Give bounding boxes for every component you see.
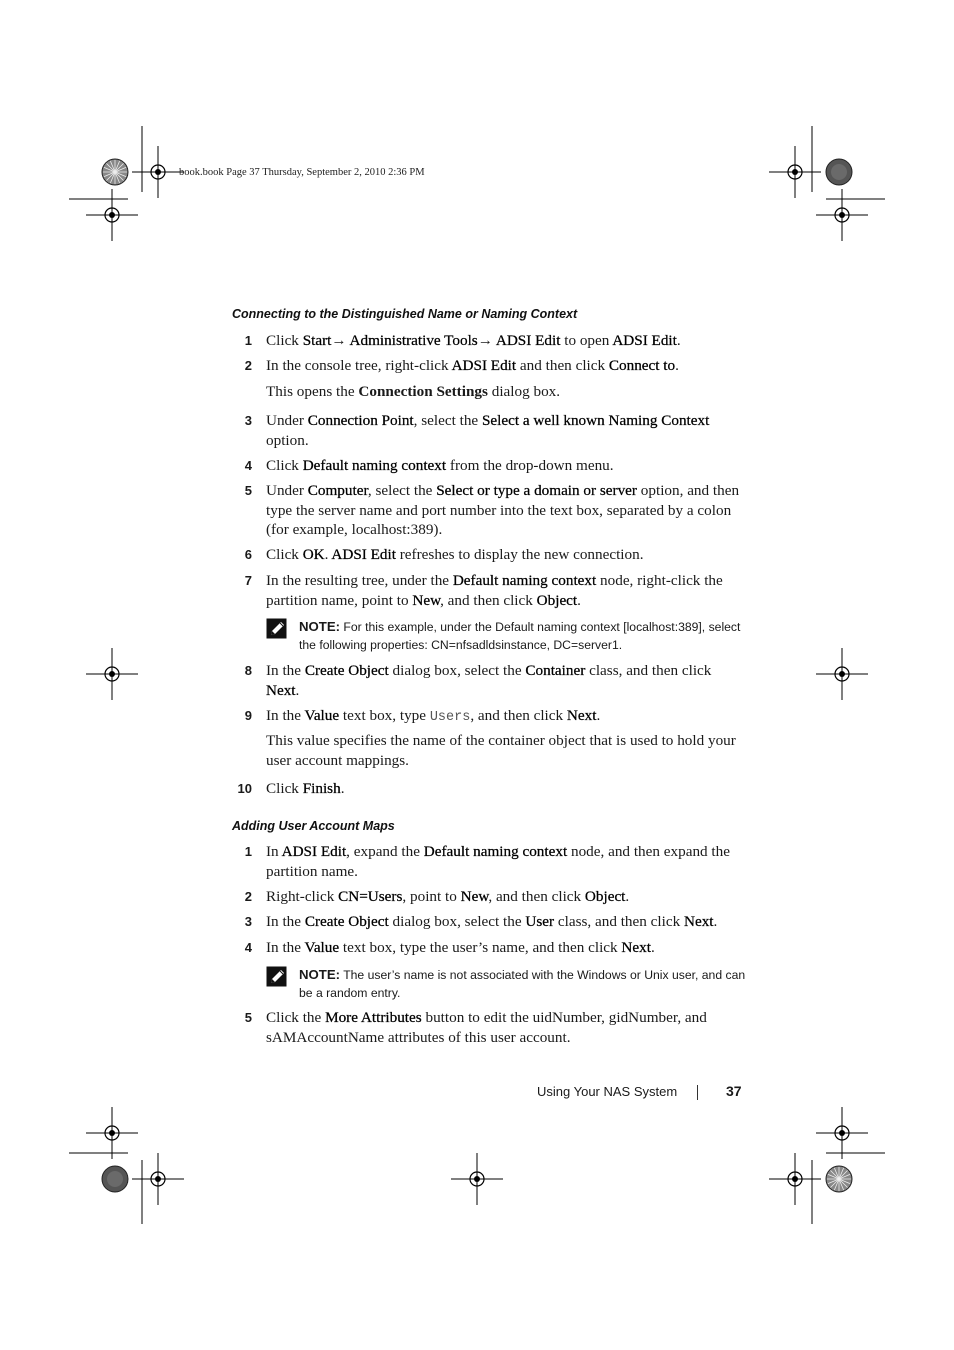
footer-separator: [697, 1085, 698, 1100]
step-text: In the resulting tree, under the Default naming context node, right-click the partition name, point to New, and then click Object.: [266, 572, 723, 609]
section-heading-adding-maps: Adding User Account Maps: [232, 819, 395, 833]
step-text: Under Computer, select the Select or type a domain or server option, and then type the server name and port number into the text box, separated by a colon (for example, localhost:389).: [266, 482, 740, 538]
note-text: [299, 618, 749, 654]
pencil-note-icon: [266, 966, 287, 987]
step-text: Click OK. ADSI Edit refreshes to display the new connection.: [266, 546, 644, 563]
note-body: The user’s name is not associated with the Windows or Unix user, and can be a random entry.: [299, 968, 746, 1000]
step-text: In the Value text box, type the user’s name, and then click Next.: [266, 939, 655, 956]
print-header-stamp: book.book Page 37 Thursday, September 2, 2010 2:36 PM: [179, 167, 425, 178]
step-text: In the console tree, right-click ADSI Edit and then click Connect to.: [266, 357, 679, 374]
note-label: NOTE:: [299, 619, 341, 634]
note-text: [299, 966, 749, 1002]
step-text: Under Connection Point, select the Select a well known Naming Context option.: [266, 412, 710, 449]
step-text: In the Create Object dialog box, select the User class, and then click Next.: [266, 913, 718, 930]
note-label: NOTE:: [299, 967, 341, 982]
step-text: In ADSI Edit, expand the Default naming context node, and then expand the partition name.: [266, 843, 730, 880]
step-text: Click Default naming context from the drop-down menu.: [266, 457, 614, 474]
step-text: Right-click CN=Users, point to New, and then click Object.: [266, 888, 630, 905]
note-body: For this example, under the Default naming context [localhost:389], select the following properties: CN=nfsadldsinstance, DC=server1.: [299, 620, 741, 652]
footer-chapter-title: Using Your NAS System: [537, 1084, 678, 1099]
step-text: In the Value text box, type Users, and then click Next.: [266, 707, 601, 725]
step-text: Click Finish.: [266, 780, 345, 797]
step-text: Click Start→ Administrative Tools→ ADSI Edit to open ADSI Edit.: [266, 332, 681, 349]
pencil-note-icon: [266, 618, 287, 639]
step-continuation-text: This opens the Connection Settings dialog box.: [266, 383, 561, 400]
section-heading-connecting: Connecting to the Distinguished Name or Naming Context: [232, 307, 578, 321]
step-text: Click the More Attributes button to edit the uidNumber, gidNumber, and sAMAccountName attributes of this user account.: [266, 1009, 707, 1046]
step-continuation-text: This value specifies the name of the container object that is used to hold your user account mappings.: [266, 732, 736, 769]
page-number: 37: [726, 1083, 742, 1099]
step-text: In the Create Object dialog box, select the Container class, and then click Next.: [266, 662, 712, 699]
